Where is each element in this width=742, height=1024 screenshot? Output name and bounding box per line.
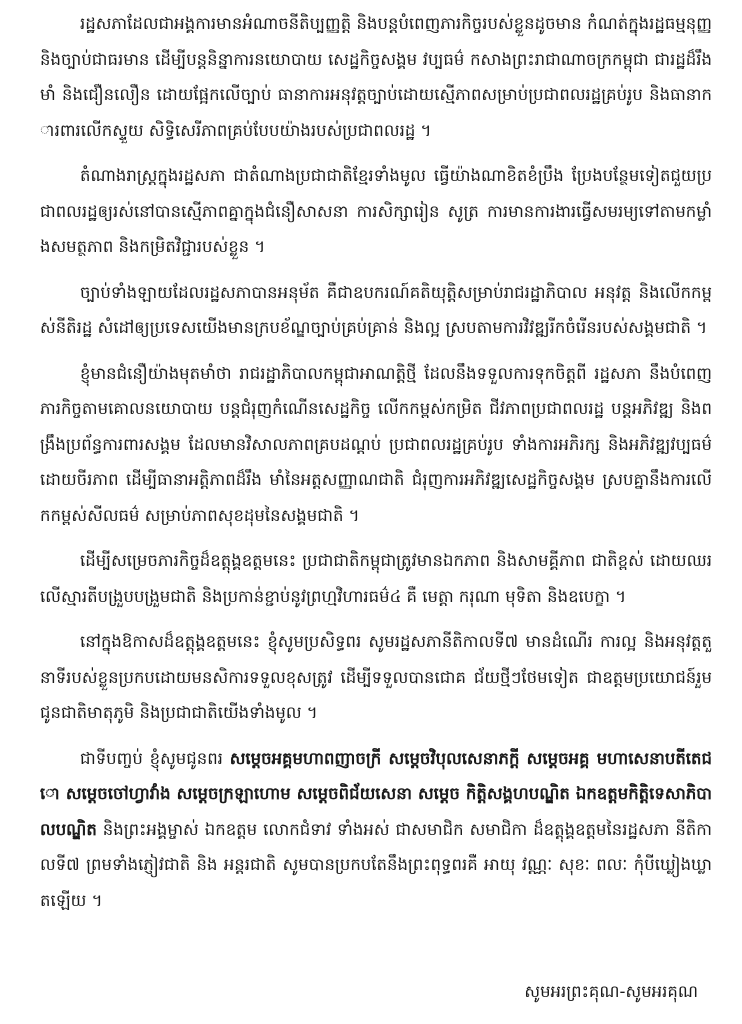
final-intro-text: ជាទីបញ្ចប់ ខ្ញុំសូមជូនពរ (80, 748, 230, 768)
paragraph-6: នៅក្នុងឱកាសដ៏ឧត្តុង្គឧត្តមនេះ ខ្ញុំសូមប្រសិទ្ធពរ សូមរដ្ឋសភានីតិកាលទី៧ មានដំណើរ ការល្អ និងអនុវត្តតួនាទីរបស់ខ្លួនប្រកបដោយមនសិការទទួលខុសត្រូវ ដើម្បីទទួលបានជោគ ជ័យថ្មីៗថែមទៀត ជាឧត្តមប្រយោជន៍រួម ជូនជាតិមាតុភូមិ និងប្រជាជាតិយើងទាំងមូល ។ (40, 632, 712, 722)
paragraph-1: រដ្ឋសភាដែលជាអង្គការមានអំណាចនីតិប្បញ្ញត្តិ និងបន្តបំពេញភារកិច្ចរបស់ខ្លួនដូចមាន កំណត់ក្នុងរដ្ឋធម្មនុញ្ញ និងច្បាប់ជាធរមាន ដើម្បីបន្តនិន្នាការនយោបាយ សេដ្ឋកិច្ចសង្គម វប្បធម៌ កសាងព្រះរាជាណាចក្រកម្ពុជា ជារដ្ឋដ៏រឹងមាំ និងជឿនលឿន ដោយផ្អែកលើច្បាប់ ធានាការអនុវត្តច្បាប់ដោយស្មើភាពសម្រាប់ប្រជាពលរដ្ឋគ្រប់រូប និងធានាការពារលើកស្ទួយ សិទ្ធិសេរីភាពគ្រប់បែបយ៉ាងរបស់ប្រជាពលរដ្ឋ ។ (40, 14, 712, 140)
paragraph-5: ដើម្បីសម្រេចភារកិច្ចដ៏ឧត្តុង្គឧត្តមនេះ ប្រជាជាតិកម្ពុជាត្រូវមានឯកភាព និងសាមគ្គីភាព ជាតិខ្ពស់ ដោយឈរលើស្មារតីបង្រួបបង្រួមជាតិ និងប្រកាន់ខ្ជាប់នូវព្រហ្មវិហារធម៌៤ គឺ មេត្តា ករុណា មុទិតា និងឧបេក្ខា ។ (40, 551, 712, 606)
final-rest-text: និងព្រះអង្គម្ចាស់ ឯកឧត្តម លោកជំទាវ ទាំងអស់ ជាសមាជិក សមាជិកា ដ៏ឧត្តុង្គឧត្តមនៃរដ្ឋសភា នីតិកាលទី៧ ព្រមទាំងភ្ញៀវជាតិ និង អន្តរជាតិ សូមបានប្រកបតែនឹងព្រះពុទ្ធពរគឺ អាយុ វណ្ណៈ សុខៈ ពលៈ កុំបីឃ្លៀងឃ្លាតឡើយ ។ (40, 819, 712, 910)
closing-thanks: សូមអរព្រះគុណ-សូមអរគុណ (524, 982, 698, 1001)
paragraph-final (40, 741, 712, 919)
paragraph-2: តំណាងរាស្ត្រក្នុងរដ្ឋសភា ជាតំណាងប្រជាជាតិខ្មែរទាំងមូល ធ្វើយ៉ាងណាខិតខំប្រឹង ប្រែងបន្ថែមទៀតជួយប្រជាពលរដ្ឋឲ្យរស់នៅបានស្មើភាពគ្នាក្នុងជំនឿសាសនា ការសិក្សារៀន សូត្រ ការមានការងារធ្វើសមរម្យទៅតាមកម្លាំងសមត្ថភាព និងកម្រិតវិជ្ជារបស់ខ្លួន ។ (40, 166, 712, 256)
paragraph-3: ច្បាប់ទាំងឡាយដែលរដ្ឋសភាបានអនុម័ត គឺជាឧបករណ៍គតិយុត្តិសម្រាប់រាជរដ្ឋាភិបាល អនុវត្ត និងលើកកម្ពស់នីតិរដ្ឋ សំដៅឲ្យប្រទេសយើងមានក្របខ័ណ្ឌច្បាប់គ្រប់គ្រាន់ និងល្អ ស្របតាមការវិវឌ្ឍរីកចំរើនរបស់សង្គមជាតិ ។ (40, 282, 712, 337)
paragraph-4: ខ្ញុំមានជំនឿយ៉ាងមុតមាំថា រាជរដ្ឋាភិបាលកម្ពុជាអាណត្តិថ្មី ដែលនឹងទទួលការទុកចិត្តពី រដ្ឋសភា នឹងបំពេញភារកិច្ចតាមគោលនយោបាយ បន្តជំរុញកំណើនសេដ្ឋកិច្ច លើកកម្ពស់កម្រិត ជីវភាពប្រជាពលរដ្ឋ បន្តអភិវឌ្ឍ និងពង្រឹងប្រព័ន្ធការពារសង្គម ដែលមានវិសាលភាពគ្របដណ្តប់ ប្រជាពលរដ្ឋគ្រប់រូប ទាំងការអភិរក្ស និងអភិវឌ្ឍវប្បធម៌ដោយចីរភាព ដើម្បីធានាអត្តិភាពដ៏រឹង មាំនៃអត្តសញ្ញាណជាតិ ជំរុញការអភិវឌ្ឍសេដ្ឋកិច្ចសង្គម ស្របគ្នានឹងការលើកកម្ពស់សីលធម៌ សម្រាប់ភាពសុខដុមនៃសង្គមជាតិ ។ (40, 363, 712, 525)
document-page (40, 6, 712, 1018)
honorific-titles: សម្តេចអគ្គមហាពញាចក្រី សម្តេចវិបុលសេនាភក្តី សម្តេចអគ្គ មហាសេនាបតីតេជោ សម្តេចចៅហ្វាវាំង សម្តេចក្រឡាហោម សម្តេចពិជ័យសេនា សម្តេច កិត្តិសង្គហបណ្ឌិត ឯកឧត្តមកិត្តិទេសាភិបាលបណ្ឌិត (40, 748, 712, 839)
